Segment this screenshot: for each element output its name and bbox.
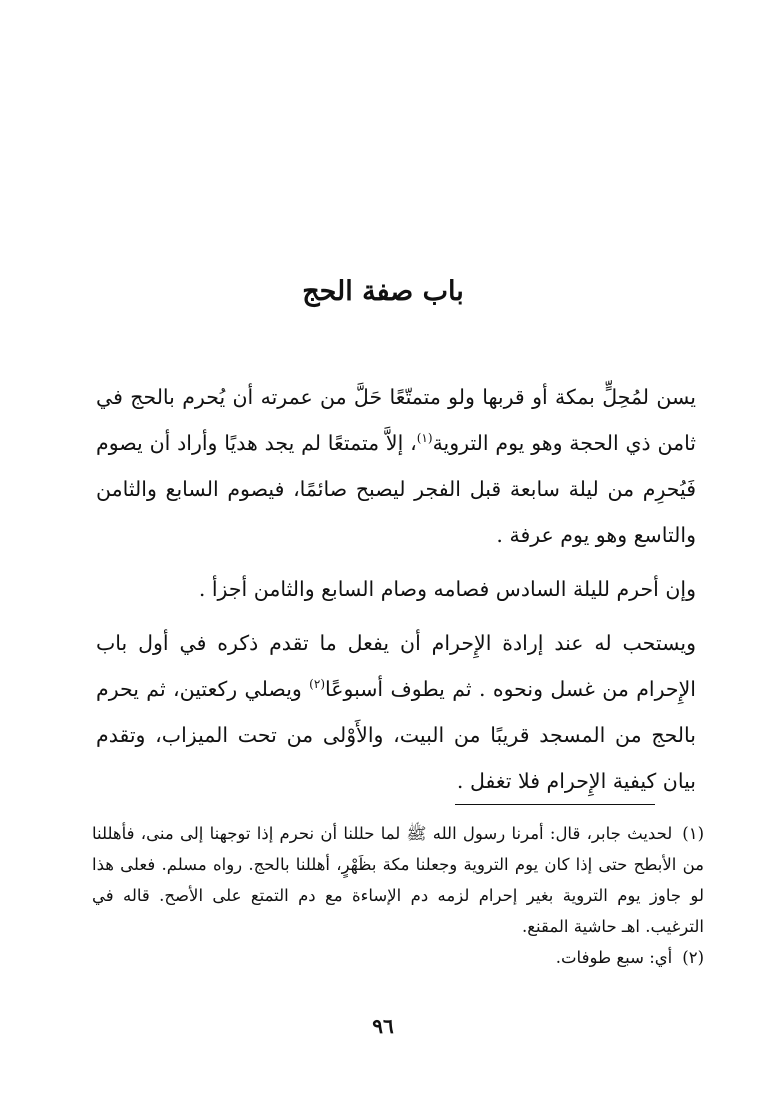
- paragraph-2: وإن أحرم لليلة السادس فصامه وصام السابع والثامن أجزأ .: [198, 577, 696, 601]
- footnote-1: [92, 818, 704, 942]
- paragraph-3-text-before: ويستحب له عند إرادة الإِحرام أن يفعل ما تقدم ذكره في أول باب الإِحرام من غسل ونحوه . ثم يطوف أسبوعًا: [96, 631, 696, 701]
- paragraph-1-text-after: ، إلاَّ متمتعًا لم يجد هديًا وأراد أن يصوم فَيُحرِم من ليلة سابعة قبل الفجر ليصبح صائمًا، فيصوم السابع والثامن والتاسع وهو يوم عرفة .: [96, 431, 696, 547]
- footnote-1-number: (١): [682, 824, 704, 843]
- footnote-ref-2[interactable]: (٢): [309, 677, 325, 692]
- paragraph-1-text-before: يسن لمُحِلٍّ بمكة أو قربها ولو متمتّعًا حَلَّ من عمرته أن يُحرم بالحج في ثامن ذي الحجة وهو يوم التروية: [96, 385, 697, 455]
- page-number: ٩٦: [372, 1014, 394, 1038]
- footnote-1-text: لحديث جابر، قال: أمرنا رسول الله ﷺ لما حللنا أن نحرم إذا توجهنا إلى منى، فأهللنا من الأبطح حتى إذا كان يوم التروية وجعلنا مكة بظَهْرٍ، أهللنا بالحج. رواه مسلم. فعلى هذا لو جاوز يوم التروية بغير إحرام لزمه دم الإساءة مع دم التمتع على الأصح. قاله في الترغيب. اهـ حاشية المقنع.: [92, 824, 704, 936]
- footnote-2: [92, 942, 704, 973]
- footnote-separator: [455, 804, 655, 805]
- footnote-ref-1[interactable]: (١): [416, 431, 433, 446]
- chapter-title: باب صفة الحج: [302, 276, 464, 307]
- body-text: [96, 374, 696, 804]
- footnote-2-number: (٢): [682, 948, 704, 967]
- paragraph-1: [96, 374, 696, 558]
- footnotes: [92, 818, 704, 973]
- paragraph-3: [96, 620, 696, 804]
- paragraph-3-text-after: ويصلي ركعتين، ثم يحرم بالحج من المسجد قريبًا من البيت، والأَوْلى من تحت الميزاب، وتقدم بيان كيفية الإِحرام فلا تغفل .: [96, 677, 696, 793]
- footnote-2-text: أي: سبع طوفات.: [555, 948, 673, 967]
